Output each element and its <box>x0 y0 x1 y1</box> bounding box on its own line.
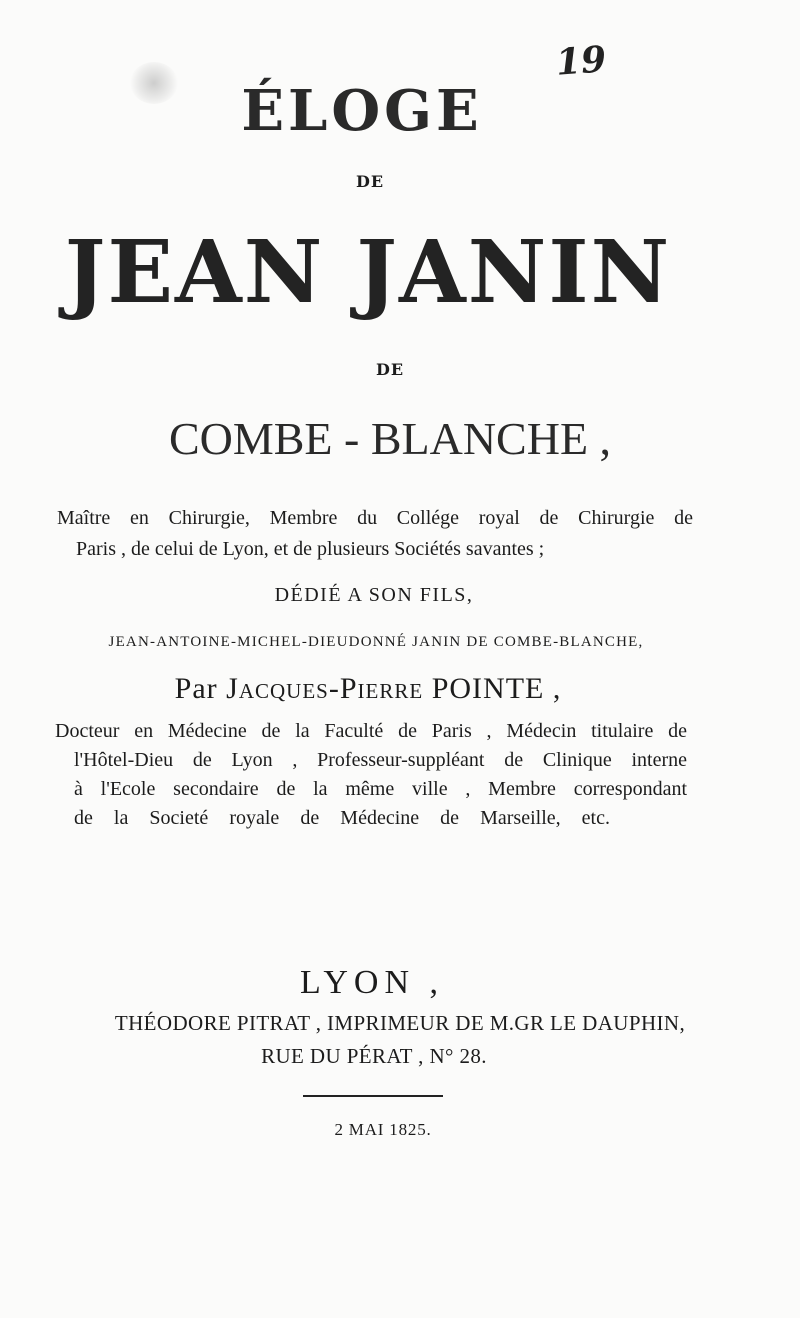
author-surname: POINTE , <box>431 672 562 705</box>
author-line <box>0 672 768 706</box>
author-credentials-line-1: Docteur en Médecine de la Faculté de Paris , Médecin titulaire de <box>55 720 687 742</box>
title-de-1: DE <box>355 172 385 191</box>
author-credentials-line-3: à l'Ecole secondaire de la même ville , Membre correspondant <box>74 778 687 800</box>
title-eloge: ÉLOGE <box>241 78 483 144</box>
author-first-names: Jacques-Pierre <box>226 672 424 705</box>
title-subject-name: JEAN JANIN <box>64 222 672 323</box>
subject-description-line-2: Paris , de celui de Lyon, et de plusieurs Sociétés savantes ; <box>76 538 545 560</box>
subject-description-line-1: Maître en Chirurgie, Membre du Collége royal de Chirurgie de <box>57 507 693 529</box>
title-de-2: DE <box>375 360 405 379</box>
publication-date: 2 MAI 1825. <box>334 1120 432 1139</box>
separator-rule <box>303 1095 443 1097</box>
dedication-heading: DÉDIÉ A SON FILS, <box>274 584 474 606</box>
title-place-name: COMBE - BLANCHE , <box>168 413 612 464</box>
imprint-printer: THÉODORE PITRAT , IMPRIMEUR DE M.GR LE DAUPHIN, <box>114 1011 686 1035</box>
imprint-address: RUE DU PÉRAT , N° 28. <box>261 1044 487 1068</box>
author-credentials-line-4: de la Societé royale de Médecine de Marseille, etc. <box>74 807 610 829</box>
imprint-city: LYON , <box>299 964 445 1001</box>
author-credentials-line-2: l'Hôtel-Dieu de Lyon , Professeur-suppléant de Clinique interne <box>74 749 687 771</box>
folio-number: 19 <box>554 38 608 84</box>
dedication-son-name: JEAN-ANTOINE-MICHEL-DIEUDONNÉ JANIN DE COMBE-BLANCHE, <box>108 634 644 650</box>
author-prefix: Par <box>174 672 218 705</box>
